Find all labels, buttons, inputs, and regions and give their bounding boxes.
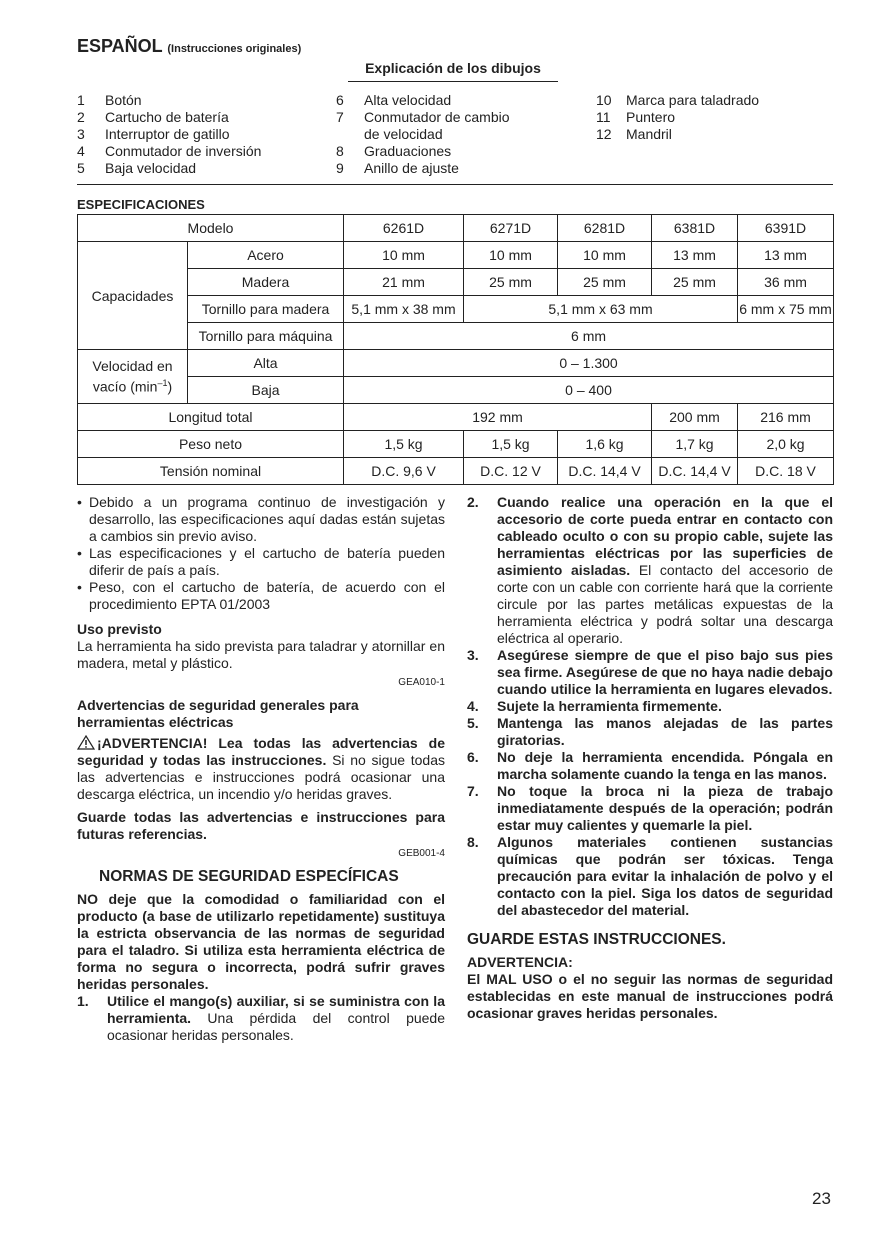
list-item: 1. Utilice el mango(s) auxiliar, si se suministra con la herramienta. Una pérdida del control puede ocasionar heridas personales. (77, 993, 445, 1043)
capacities-label: Capacidades (78, 242, 188, 350)
legend-item: 2 Cartucho de batería (77, 109, 229, 125)
warning-icon (77, 735, 95, 750)
guarde-note: Guarde todas las advertencias e instrucciones para futuras referencias. (77, 809, 445, 842)
table-cell: 25 mm (558, 269, 652, 296)
advertencia-text: El MAL USO o el no seguir las normas de seguridad establecidas en este manual de instrucciones podrá ocasionar graves heridas personales. (467, 971, 833, 1021)
table-cell: 6271D (464, 215, 558, 242)
normas-title: NORMAS DE SEGURIDAD ESPECÍFICAS (99, 868, 399, 885)
page-number: 23 (812, 1189, 831, 1208)
row-label: Tornillo para madera (188, 296, 344, 323)
table-cell: 36 mm (738, 269, 834, 296)
list-item: 7. No toque la broca ni la pieza de trabajo inmediatamente después de la operación; podrán estar muy calientes y quemarle la piel. (467, 783, 833, 833)
table-cell: 6261D (344, 215, 464, 242)
list-item: 4. Sujete la herramienta firmemente. (467, 698, 722, 714)
table-row (78, 404, 834, 431)
legend-item: 10 Marca para taladrado (596, 92, 760, 108)
list-item: 6. No deje la herramienta encendida. Póngala en marcha solamente cuando la tenga en las manos. (467, 749, 833, 782)
table-cell: 200 mm (652, 404, 738, 431)
guarde-title: GUARDE ESTAS INSTRUCCIONES. (467, 931, 726, 948)
table-cell: 0 – 1.300 (344, 350, 834, 377)
uso-text: La herramienta ha sido prevista para taladrar y atornillar en madera, metal y plástico. (77, 638, 445, 671)
section-divider (77, 184, 833, 185)
uso-title: Uso previsto (77, 621, 162, 637)
table-cell: 6391D (738, 215, 834, 242)
table-cell: D.C. 14,4 V (652, 458, 738, 485)
table-cell: 0 – 400 (344, 377, 834, 404)
table-row (78, 458, 834, 485)
table-row (78, 323, 834, 350)
row-label: Madera (188, 269, 344, 296)
legend-item: 8 Graduaciones (336, 143, 452, 159)
table-cell: 10 mm (558, 242, 652, 269)
table-row (78, 296, 834, 323)
row-label: Peso neto (78, 431, 344, 458)
page-header (77, 36, 301, 57)
table-cell: 25 mm (464, 269, 558, 296)
specs-title: ESPECIFICACIONES (77, 197, 205, 212)
table-cell: 13 mm (652, 242, 738, 269)
table-cell: D.C. 9,6 V (344, 458, 464, 485)
row-label: Acero (188, 242, 344, 269)
list-item: 2. Cuando realice una operación en la que el accesorio de corte pueda entrar en contacto con cableado oculto o con su propio cable, sujete las herramientas eléctricas por las superficies de asimiento aisladas. El contacto del accesorio de corte con un cable con corriente hará que la corriente circule por las partes metálicas expuestas de la herramienta eléctrica y podrá soltar una descarga eléctrica al operario. (467, 494, 833, 646)
row-label: Alta (188, 350, 344, 377)
table-cell: 1,6 kg (558, 431, 652, 458)
table-cell: 25 mm (652, 269, 738, 296)
table-cell: 5,1 mm x 63 mm (464, 296, 738, 323)
advertencia-title: ADVERTENCIA: (467, 954, 573, 970)
table-cell: 6 mm (344, 323, 834, 350)
adv-paragraph: ¡ADVERTENCIA! Lea todas las advertencias de seguridad y todas las instrucciones. Si no sigue todas las advertencias e instrucciones podrá ocasionar una descarga eléctrica, un incendio y/o heridas graves. (77, 735, 446, 802)
list-item: 3. Asegúrese siempre de que el piso bajo sus pies sea firme. Asegúrese de que no haya nadie debajo cuando utilice la herramienta en lugares elevados. (467, 647, 833, 697)
ref-code: GEB001-4 (398, 848, 445, 859)
legend-item: de velocidad (364, 126, 443, 142)
legend-item: 6 Alta velocidad (336, 92, 452, 108)
velocidad-label: Velocidad en vacío $(\min^{-1})$ (78, 350, 188, 404)
table-cell: 216 mm (738, 404, 834, 431)
ref-code: GEA010-1 (398, 677, 445, 688)
table-cell: 192 mm (344, 404, 652, 431)
table-cell: 1,5 kg (464, 431, 558, 458)
specs-table (77, 214, 834, 485)
list-item: 5. Mantenga las manos alejadas de las partes giratorias. (467, 715, 833, 748)
table-cell: 6 mm x 75 mm (738, 296, 834, 323)
table-cell: 6381D (652, 215, 738, 242)
list-item: • Las especificaciones y el cartucho de batería pueden diferir de país a país. (77, 545, 445, 578)
table-cell: 13 mm (738, 242, 834, 269)
table-row (78, 269, 834, 296)
legend-item: 3 Interruptor de gatillo (77, 126, 230, 142)
table-row (78, 215, 834, 242)
legend-item: 11 Puntero (596, 109, 676, 125)
table-cell: D.C. 18 V (738, 458, 834, 485)
legend-item: 5 Baja velocidad (77, 160, 197, 176)
left-column (77, 494, 445, 1044)
legend-column-3 (596, 92, 836, 143)
model-label: Modelo (78, 215, 344, 242)
legend-item: 1 Botón (77, 92, 142, 108)
legend-item: 7 Conmutador de cambio (336, 109, 510, 125)
legend-column-2 (336, 92, 586, 177)
table-cell: 6281D (558, 215, 652, 242)
legend-title: Explicación de los dibujos (348, 60, 558, 82)
table-cell: 1,5 kg (344, 431, 464, 458)
row-label: Longitud total (78, 404, 344, 431)
legend-item: 12 Mandril (596, 126, 672, 142)
table-cell: 21 mm (344, 269, 464, 296)
legend-item: 9 Anillo de ajuste (336, 160, 459, 176)
list-item: • Peso, con el cartucho de batería, de acuerdo con el procedimiento EPTA 01/2003 (77, 579, 445, 612)
table-cell: 2,0 kg (738, 431, 834, 458)
legend-item: 4 Conmutador de inversión (77, 143, 262, 159)
language-subtitle: (Instrucciones originales) (167, 43, 302, 55)
table-cell: 1,7 kg (652, 431, 738, 458)
table-row (78, 377, 834, 404)
list-item: 8. Algunos materiales contienen sustancias químicas que podrán ser tóxicas. Tenga precaución para evitar la inhalación de polvo y el contacto con la piel. Siga los datos de seguridad del abastecedor del material. (467, 834, 833, 918)
normas-intro: NO deje que la comodidad o familiaridad con el producto (a base de utilizarlo repetidamente) sustituya la estricta observancia de las normas de seguridad para el taladro. Si utiliza esta herramienta eléctrica de forma no segura o incorrecta, podrá sufrir graves heridas personales. (77, 891, 445, 992)
list-item: • Debido a un programa continuo de investigación y desarrollo, las especificaciones aquí dadas están sujetas a cambios sin previo aviso. (77, 494, 445, 544)
row-label: Tensión nominal (78, 458, 344, 485)
table-cell: D.C. 12 V (464, 458, 558, 485)
table-row (78, 431, 834, 458)
table-row (78, 350, 834, 377)
right-column (467, 494, 833, 1022)
table-cell: 5,1 mm x 38 mm (344, 296, 464, 323)
row-label: Baja (188, 377, 344, 404)
language-title: ESPAÑOL (77, 36, 163, 56)
table-cell: D.C. 14,4 V (558, 458, 652, 485)
legend-column-1 (77, 92, 327, 177)
table-cell: 10 mm (344, 242, 464, 269)
table-cell: 10 mm (464, 242, 558, 269)
row-label: Tornillo para máquina (188, 323, 344, 350)
table-row (78, 242, 834, 269)
adv-title: Advertencias de seguridad generales para herramientas eléctricas (77, 697, 359, 730)
